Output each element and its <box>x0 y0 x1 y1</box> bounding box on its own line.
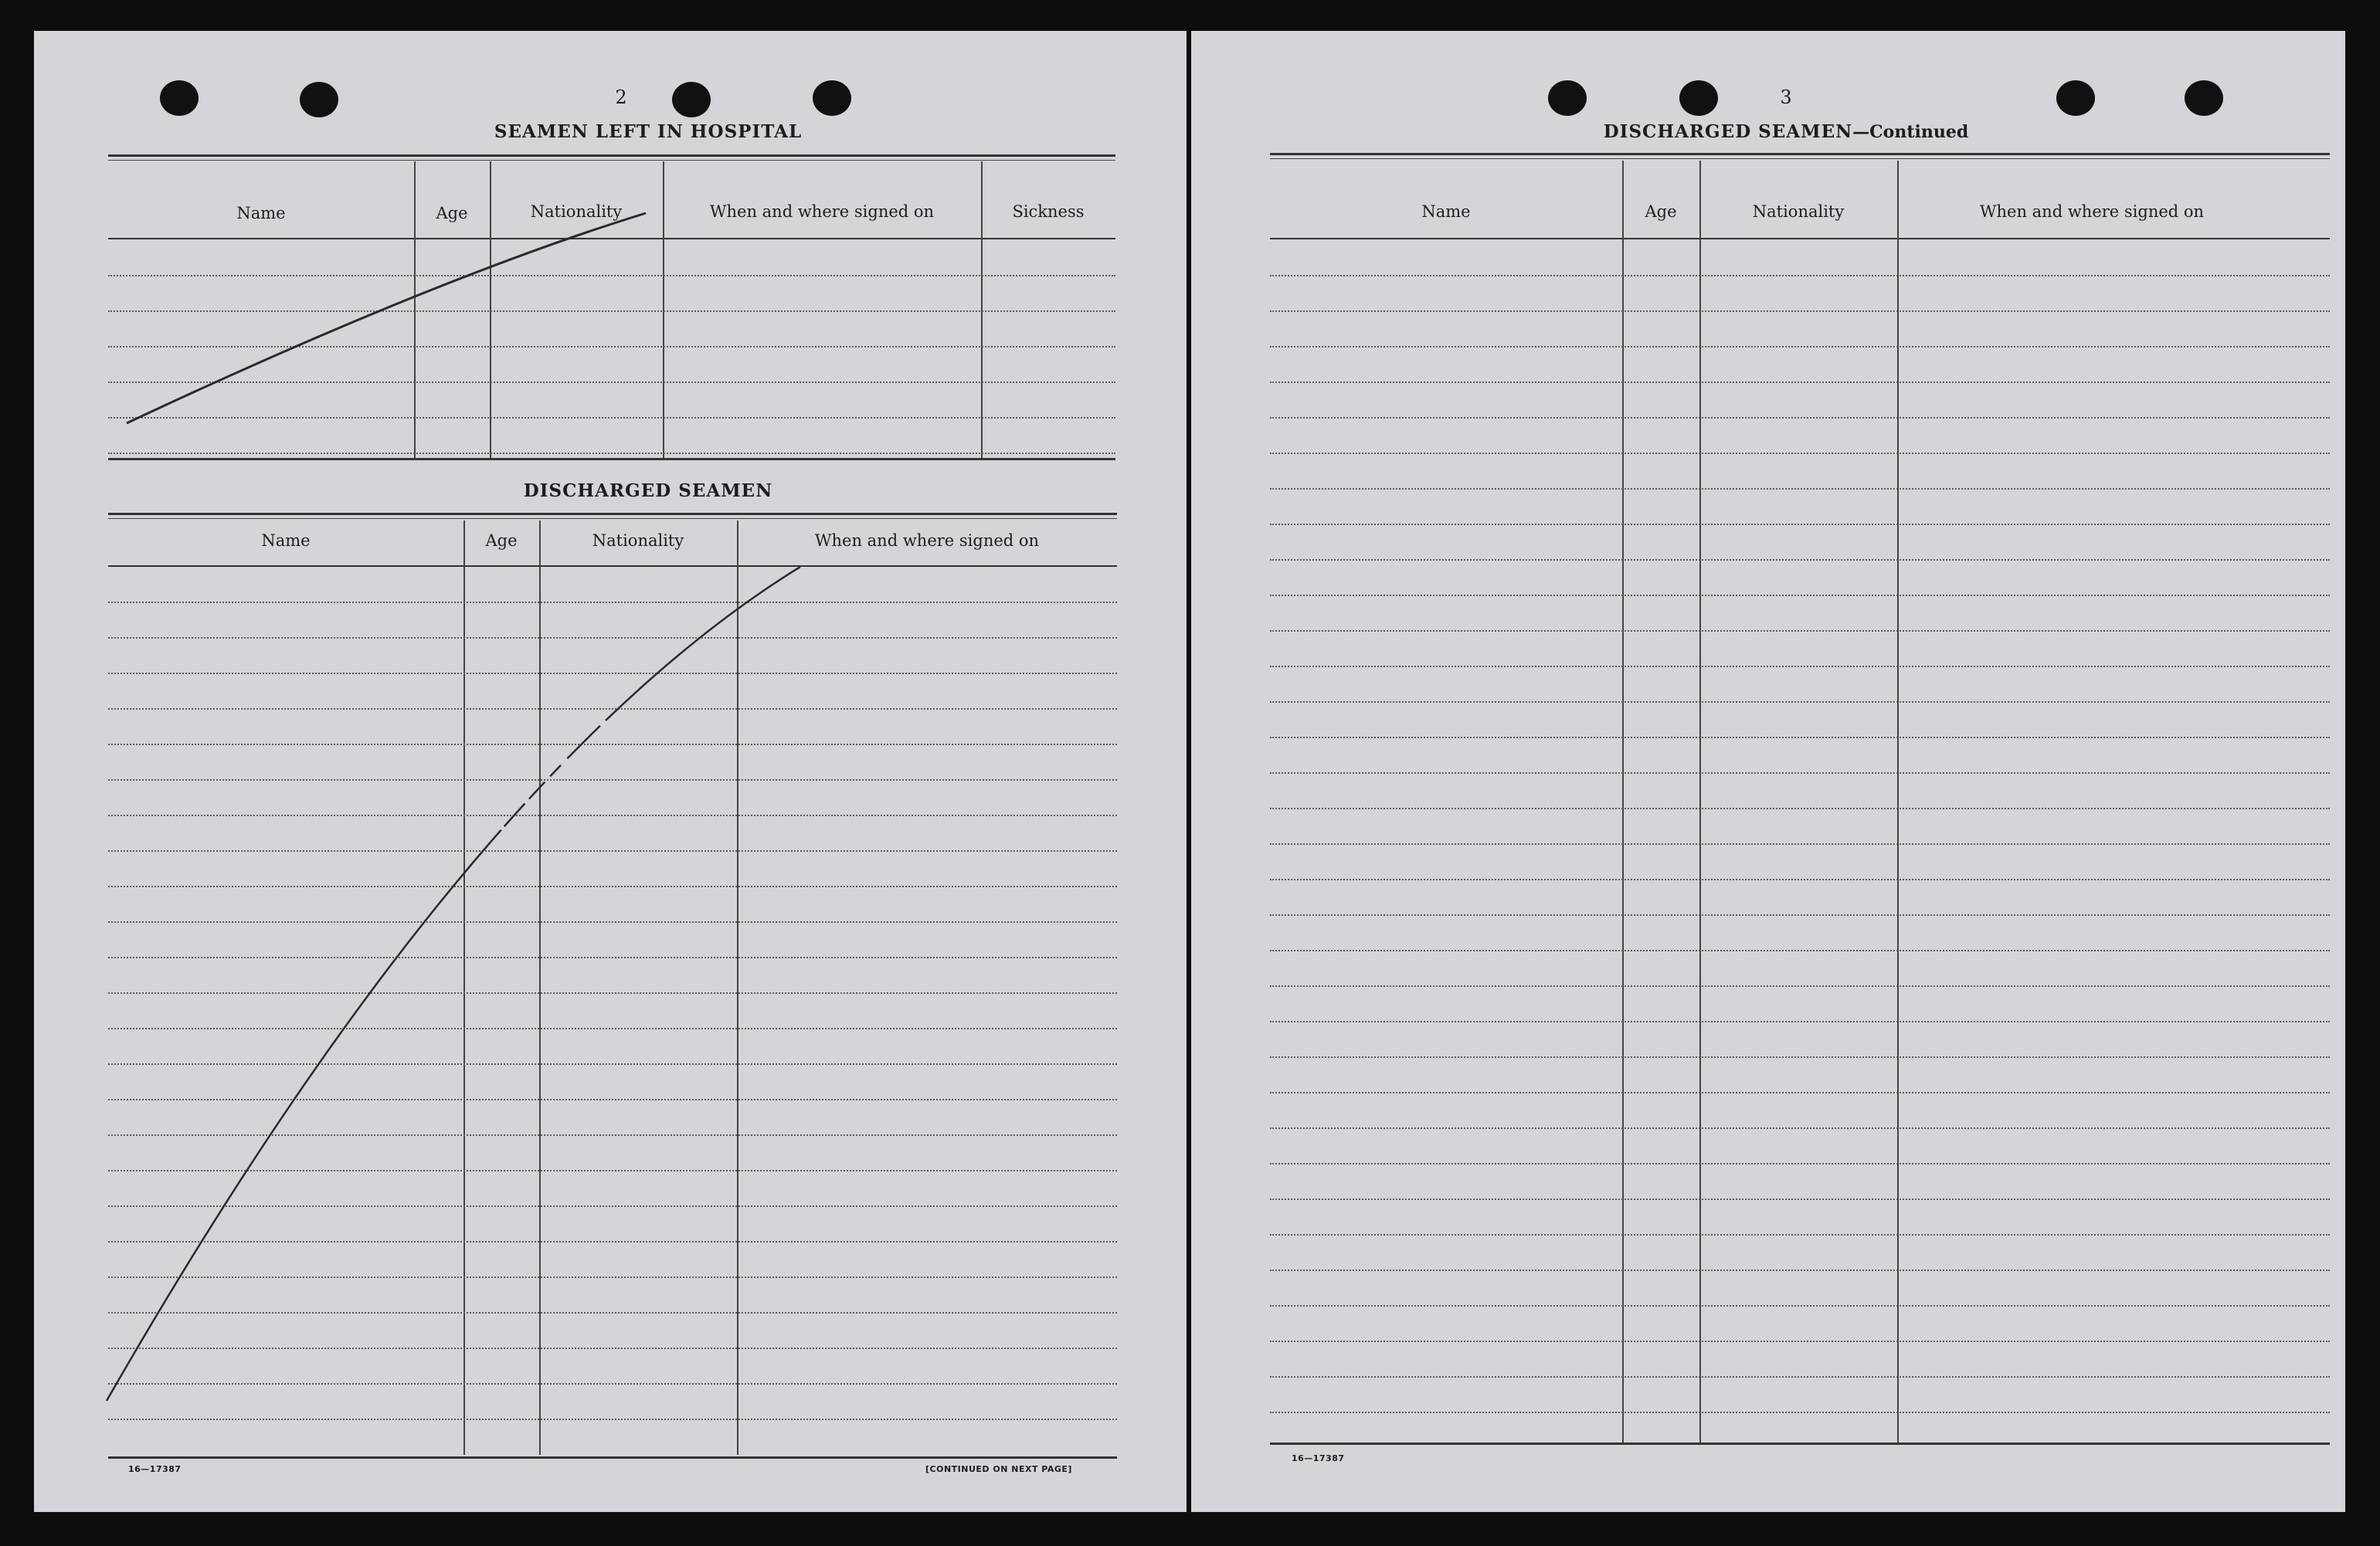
column-header-nationality: Nationality <box>592 531 684 550</box>
writing-line <box>1270 1021 2330 1022</box>
column-header-name: Name <box>1421 202 1471 221</box>
section-title: DISCHARGED SEAMEN—Continued <box>1603 121 1969 142</box>
writing-line <box>1270 630 2330 632</box>
column-header-name: Name <box>261 531 311 550</box>
column-header-age: Age <box>1645 202 1677 221</box>
writing-line <box>1270 275 2330 276</box>
writing-line <box>1270 1127 2330 1129</box>
writing-line <box>1270 417 2330 419</box>
hospital-strike-line <box>127 213 646 423</box>
writing-line <box>1270 524 2330 525</box>
writing-line <box>1270 559 2330 561</box>
writing-line <box>1270 1270 2330 1271</box>
writing-line <box>1270 950 2330 951</box>
punch-hole <box>1679 80 1718 116</box>
right-page <box>1191 31 2345 1512</box>
discharged-continued-table <box>1270 153 2330 1450</box>
hospital-section-title: SEAMEN LEFT IN HOSPITAL <box>494 121 803 142</box>
column-header-nationality: Nationality <box>1752 202 1845 221</box>
cancel-strike-lines <box>34 31 1187 1512</box>
column-header-age: Age <box>436 204 468 222</box>
column-header-sickness: Sickness <box>1012 202 1085 221</box>
writing-line <box>1270 808 2330 809</box>
writing-line <box>1270 310 2330 312</box>
writing-line <box>1270 595 2330 596</box>
page-number: 2 <box>615 86 627 108</box>
writing-line <box>1270 737 2330 738</box>
writing-line <box>1270 346 2330 348</box>
writing-line <box>1270 985 2330 987</box>
writing-line <box>1270 1198 2330 1200</box>
writing-line <box>1270 701 2330 703</box>
form-number: 16—17387 <box>1292 1453 1345 1463</box>
writing-line <box>1270 453 2330 454</box>
column-header-when-where: When and where signed on <box>814 531 1040 550</box>
left-page <box>34 31 1187 1512</box>
writing-line <box>1270 1412 2330 1413</box>
writing-line <box>1270 1234 2330 1236</box>
writing-line <box>1270 1341 2330 1342</box>
writing-line <box>1270 879 2330 880</box>
writing-line <box>1270 1163 2330 1165</box>
column-header-age: Age <box>485 531 518 550</box>
writing-line <box>1270 772 2330 774</box>
column-header-when-where: When and where signed on <box>1979 202 2205 221</box>
column-header-nationality: Nationality <box>530 202 623 221</box>
writing-line <box>1270 1376 2330 1378</box>
writing-line <box>1270 1305 2330 1307</box>
form-number: 16—17387 <box>128 1464 182 1474</box>
writing-line <box>1270 914 2330 916</box>
punch-hole <box>2056 80 2095 116</box>
punch-hole <box>2185 80 2223 116</box>
writing-line <box>1270 488 2330 490</box>
writing-line <box>1270 381 2330 383</box>
column-header-when-where: When and where signed on <box>709 202 935 221</box>
writing-line <box>1270 1092 2330 1093</box>
continued-note: [CONTINUED ON NEXT PAGE] <box>925 1464 1072 1474</box>
discharged-section-title: DISCHARGED SEAMEN <box>523 480 773 501</box>
writing-line <box>1270 1056 2330 1058</box>
page-number: 3 <box>1780 86 1792 108</box>
column-header-name: Name <box>236 204 286 222</box>
writing-line <box>1270 843 2330 845</box>
writing-line <box>1270 666 2330 667</box>
discharged-strike-line <box>107 567 800 1401</box>
punch-hole <box>1548 80 1587 116</box>
